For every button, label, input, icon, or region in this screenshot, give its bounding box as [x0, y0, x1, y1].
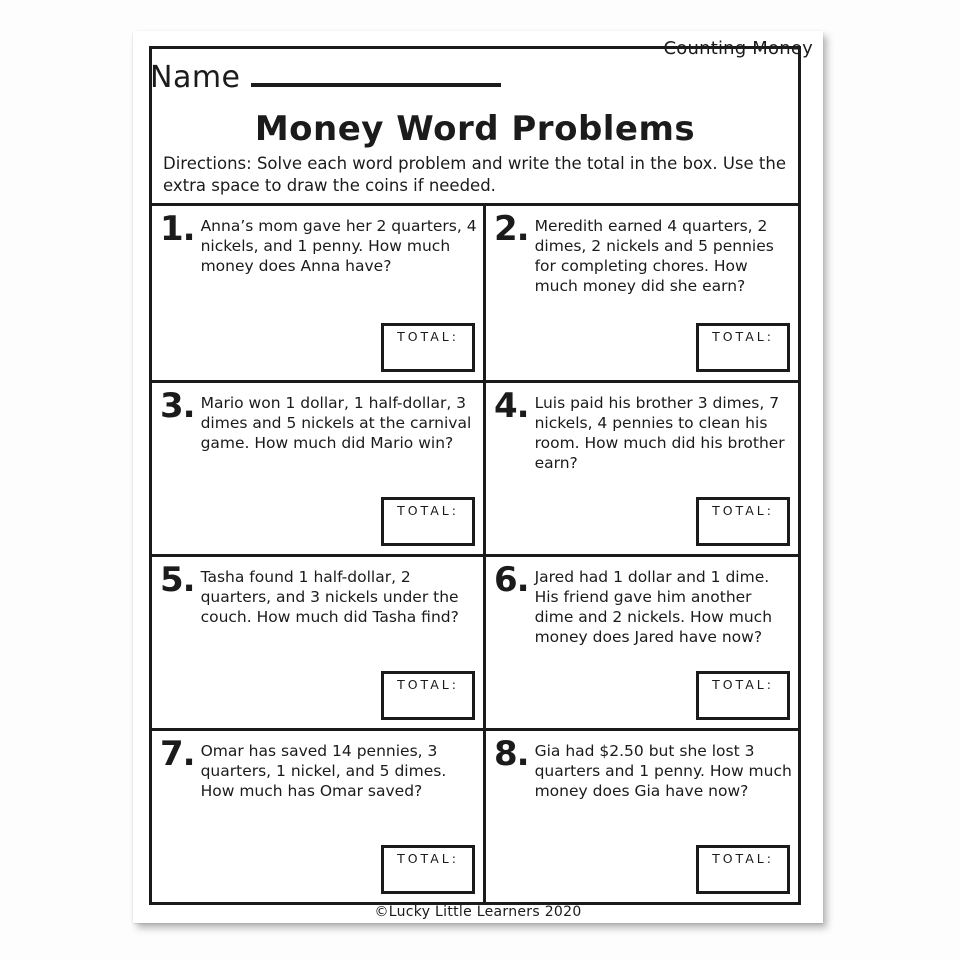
- problem-number: 2.: [494, 209, 529, 249]
- total-answer-box-4[interactable]: [696, 497, 790, 546]
- problem-number: 5.: [160, 560, 195, 600]
- total-label: TOTAL:: [397, 503, 459, 518]
- worksheet-border-frame: [149, 46, 801, 905]
- total-answer-box-8[interactable]: [696, 845, 790, 894]
- problem-4: [492, 388, 792, 474]
- problem-number: 4.: [494, 386, 529, 426]
- name-label: Name: [150, 60, 241, 95]
- problem-text: Tasha found 1 half-dollar, 2 quarters, and 3 nickels under the couch. How much did Tasha find?: [200, 568, 459, 627]
- problem-number: 1.: [160, 209, 195, 249]
- problem-text: Jared had 1 dollar and 1 dime. His friend gave him another dime and 2 nickels. How much money does Jared have now?: [534, 568, 773, 647]
- copyright-footer: ©Lucky Little Learners 2020: [374, 904, 582, 920]
- problem-cell-3: [152, 380, 483, 554]
- total-label: TOTAL:: [397, 329, 459, 344]
- problem-2: [492, 211, 792, 297]
- problem-8: [492, 736, 792, 801]
- total-label: TOTAL:: [712, 851, 774, 866]
- total-label: TOTAL:: [712, 677, 774, 692]
- total-label: TOTAL:: [397, 851, 459, 866]
- problems-grid: [152, 203, 798, 902]
- problem-1: [158, 211, 477, 276]
- problem-text: Anna’s mom gave her 2 quarters, 4 nickels, and 1 penny. How much money does Anna have?: [200, 217, 477, 276]
- total-label: TOTAL:: [712, 503, 774, 518]
- problem-7: [158, 736, 477, 801]
- problem-cell-8: [483, 728, 798, 902]
- problem-text: Meredith earned 4 quarters, 2 dimes, 2 nickels and 5 pennies for completing chores. How much money did she earn?: [534, 217, 774, 296]
- problem-text: Omar has saved 14 pennies, 3 quarters, 1 nickel, and 5 dimes. How much has Omar saved?: [200, 742, 447, 801]
- worksheet-topic-label: Counting Money: [663, 38, 813, 59]
- total-answer-box-2[interactable]: [696, 323, 790, 372]
- problem-number: 6.: [494, 560, 529, 600]
- total-answer-box-1[interactable]: [381, 323, 475, 372]
- problem-3: [158, 388, 477, 453]
- problem-text: Mario won 1 dollar, 1 half-dollar, 3 dimes and 5 nickels at the carnival game. How much did Mario win?: [200, 394, 472, 453]
- problem-cell-5: [152, 554, 483, 728]
- total-answer-box-6[interactable]: [696, 671, 790, 720]
- problem-text: Luis paid his brother 3 dimes, 7 nickels, 4 pennies to clean his room. How much did his brother earn?: [534, 394, 785, 473]
- total-answer-box-3[interactable]: [381, 497, 475, 546]
- page-title: Money Word Problems: [254, 109, 696, 149]
- problem-6: [492, 562, 792, 648]
- problem-cell-4: [483, 380, 798, 554]
- problem-cell-2: [483, 206, 798, 380]
- problem-cell-1: [152, 206, 483, 380]
- total-label: TOTAL:: [712, 329, 774, 344]
- problem-number: 3.: [160, 386, 195, 426]
- problem-number: 8.: [494, 734, 529, 774]
- problem-5: [158, 562, 477, 627]
- directions-text: Directions: Solve each word problem and write the total in the box. Use the extra space to draw the coins if needed.: [163, 154, 786, 195]
- total-label: TOTAL:: [397, 677, 459, 692]
- problem-cell-7: [152, 728, 483, 902]
- worksheet-page: [133, 31, 823, 923]
- problem-text: Gia had $2.50 but she lost 3 quarters and 1 penny. How much money does Gia have now?: [534, 742, 792, 801]
- total-answer-box-5[interactable]: [381, 671, 475, 720]
- total-answer-box-7[interactable]: [381, 845, 475, 894]
- problem-number: 7.: [160, 734, 195, 774]
- problem-cell-6: [483, 554, 798, 728]
